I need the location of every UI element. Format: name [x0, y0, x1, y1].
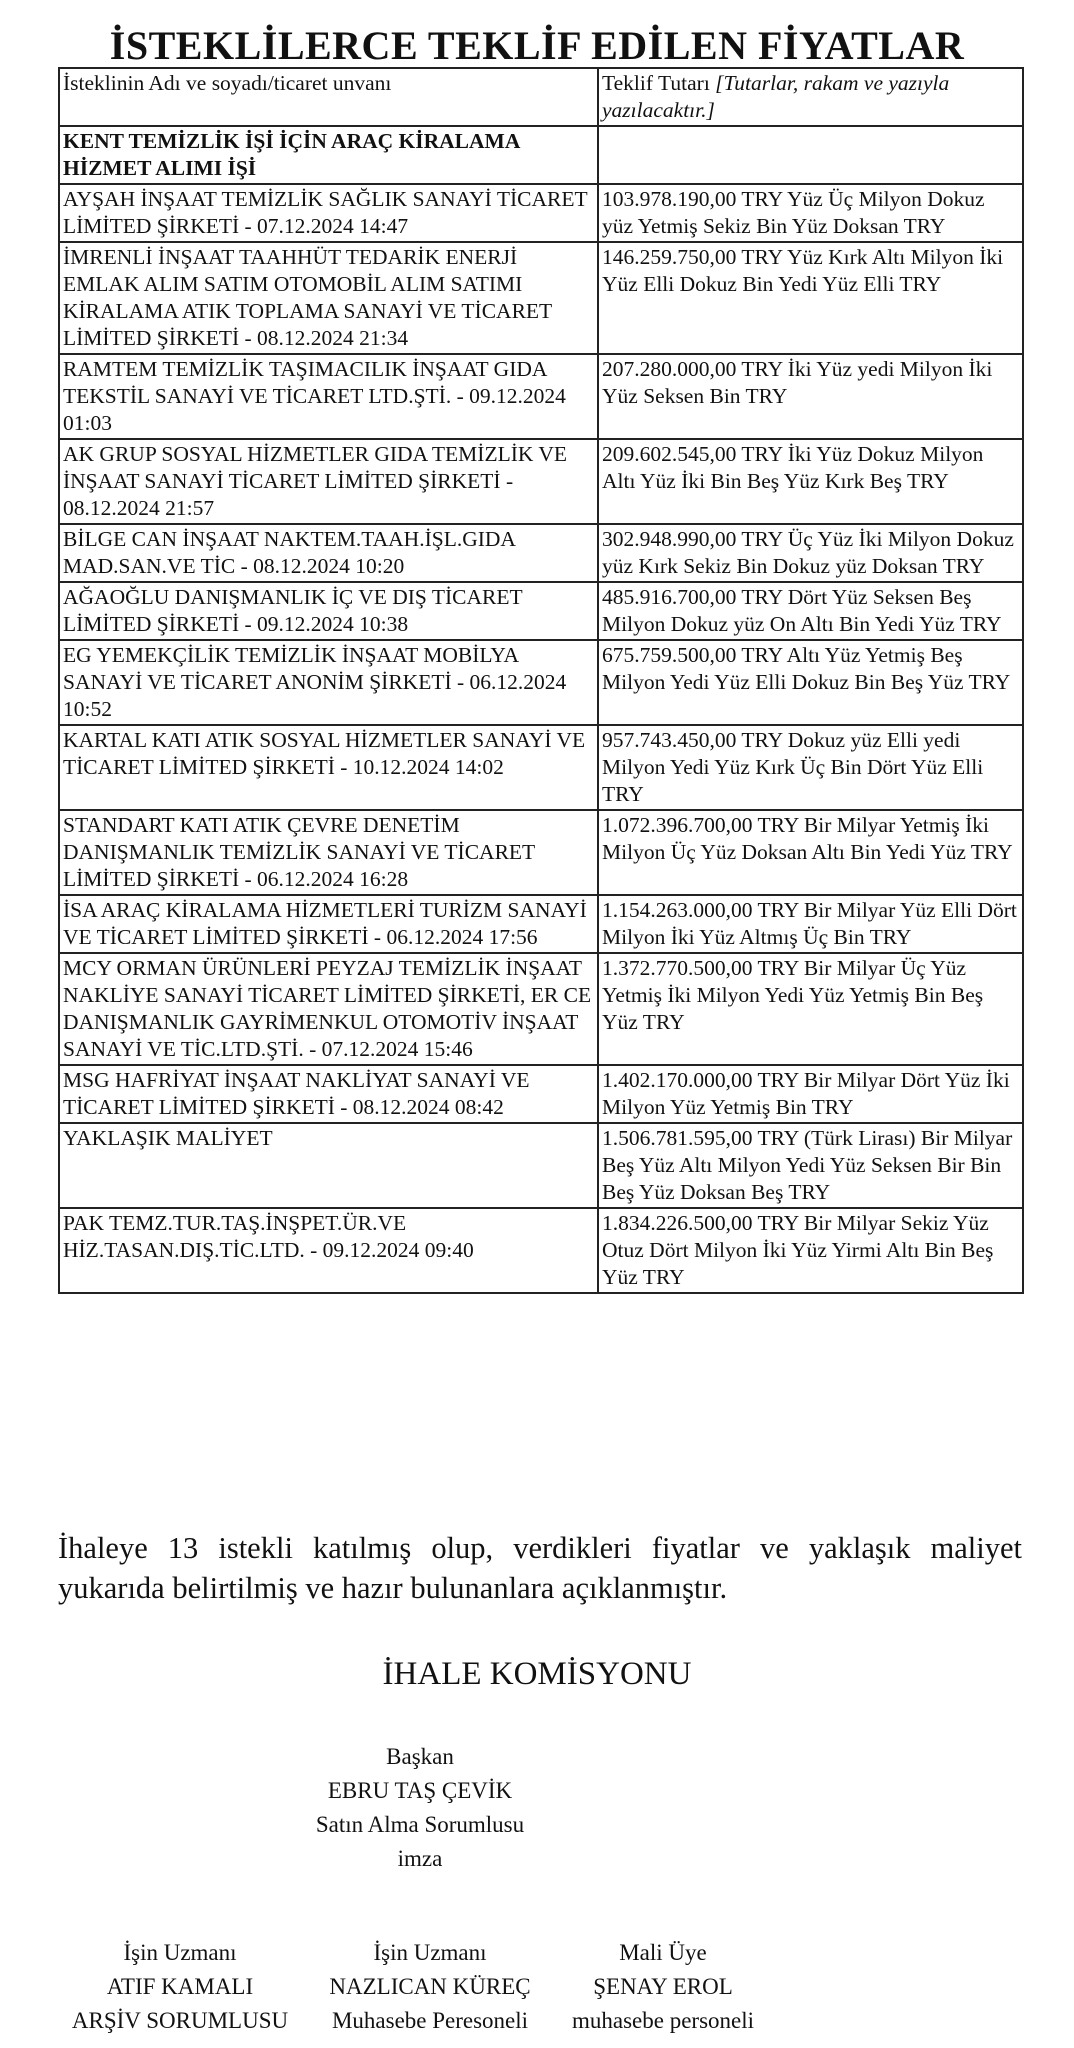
- amount-cell: 207.280.000,00 TRY İki Yüz yedi Milyon İki Yüz Seksen Bin TRY: [598, 354, 1023, 439]
- bidder-cell: MSG HAFRİYAT İNŞAAT NAKLİYAT SANAYİ VE TİCARET LİMİTED ŞİRKETİ - 08.12.2024 08:42: [59, 1065, 598, 1123]
- bidder-cell: KARTAL KATI ATIK SOSYAL HİZMETLER SANAYİ VE TİCARET LİMİTED ŞİRKETİ - 10.12.2024 14:02: [59, 725, 598, 810]
- summary-paragraph: İhaleye 13 istekli katılmış olup, verdikleri fiyatlar ve yaklaşık maliyet yukarıda belirtilmiş ve hazır bulunanlara açıklanmıştır.: [58, 1531, 1022, 1605]
- table-row: [59, 725, 1023, 810]
- table-row: [59, 953, 1023, 1065]
- bidder-cell: BİLGE CAN İNŞAAT NAKTEM.TAAH.İŞL.GIDA MAD.SAN.VE TİC - 08.12.2024 10:20: [59, 524, 598, 582]
- member-position: Muhasebe Peresoneli: [331, 2008, 529, 2033]
- member-name: ŞENAY EROL: [593, 1974, 733, 1999]
- table-row: [59, 640, 1023, 725]
- amount-cell: 1.506.781.595,00 TRY (Türk Lirası) Bir Milyar Beş Yüz Altı Milyon Yedi Yüz Seksen Bir Bin Beş Yüz Doksan Beş TRY: [598, 1123, 1023, 1208]
- member-role: Mali Üye: [619, 1940, 707, 1965]
- chair-block: [280, 1740, 560, 1876]
- member-name: ATIF KAMALI: [106, 1974, 254, 1999]
- table-row: [59, 184, 1023, 242]
- table-row: [59, 1123, 1023, 1208]
- table-row: [59, 354, 1023, 439]
- section-row: [59, 126, 1023, 184]
- header-amount-label: Teklif Tutarı: [602, 71, 716, 95]
- bidder-cell: STANDART KATI ATIK ÇEVRE DENETİM DANIŞMANLIK TEMİZLİK SANAYİ VE TİCARET LİMİTED ŞİRKETİ - 06.12.2024 16:28: [59, 810, 598, 895]
- amount-cell: 1.154.263.000,00 TRY Bir Milyar Yüz Elli Dört Milyon İki Yüz Altmış Üç Bin TRY: [598, 895, 1023, 953]
- committee-title: İHALE KOMİSYONU: [382, 1656, 692, 1692]
- chair-name: EBRU TAŞ ÇEVİK: [327, 1778, 513, 1803]
- header-amount-note: [Tutarlar, rakam ve yazıyla yazılacaktır.]: [602, 71, 950, 122]
- member-block: [300, 1936, 560, 2038]
- bidder-cell: AK GRUP SOSYAL HİZMETLER GIDA TEMİZLİK VE İNŞAAT SANAYİ TİCARET LİMİTED ŞİRKETİ - 08.12.2024 21:57: [59, 439, 598, 524]
- section-label: KENT TEMİZLİK İŞİ İÇİN ARAÇ KİRALAMA HİZMET ALIMI İŞİ: [59, 126, 598, 184]
- member-block: [533, 1936, 793, 2038]
- table-header-row: [59, 68, 1023, 126]
- amount-cell: 146.259.750,00 TRY Yüz Kırk Altı Milyon İki Yüz Elli Dokuz Bin Yedi Yüz Elli TRY: [598, 242, 1023, 354]
- amount-cell: 485.916.700,00 TRY Dört Yüz Seksen Beş Milyon Dokuz yüz On Altı Bin Yedi Yüz TRY: [598, 582, 1023, 640]
- member-position: ARŞİV SORUMLUSU: [71, 2008, 289, 2033]
- bidder-cell: EG YEMEKÇİLİK TEMİZLİK İNŞAAT MOBİLYA SANAYİ VE TİCARET ANONİM ŞİRKETİ - 06.12.2024 10:52: [59, 640, 598, 725]
- member-name: NAZLICAN KÜREÇ: [329, 1974, 531, 1999]
- table-row: [59, 242, 1023, 354]
- chair-position: Satın Alma Sorumlusu: [315, 1812, 525, 1837]
- amount-cell: 1.834.226.500,00 TRY Bir Milyar Sekiz Yüz Otuz Dört Milyon İki Yüz Yirmi Altı Bin Beş Yüz TRY: [598, 1208, 1023, 1293]
- bidder-cell: YAKLAŞIK MALİYET: [59, 1123, 598, 1208]
- bidder-cell: İMRENLİ İNŞAAT TAAHHÜT TEDARİK ENERJİ EMLAK ALIM SATIM OTOMOBİL ALIM SATIMI KİRALAMA ATIK TOPLAMA SANAYİ VE TİCARET LİMİTED ŞİRKETİ - 08.12.2024 21:34: [59, 242, 598, 354]
- member-role: İşin Uzmanı: [373, 1940, 487, 1965]
- table-row: [59, 1208, 1023, 1293]
- table-row: [59, 895, 1023, 953]
- section-empty-cell: [598, 126, 1023, 184]
- header-bidder: İsteklinin Adı ve soyadı/ticaret unvanı: [59, 68, 598, 126]
- member-position: muhasebe personeli: [571, 2008, 755, 2033]
- bids-table: [58, 67, 1024, 1294]
- bidder-cell: PAK TEMZ.TUR.TAŞ.İNŞPET.ÜR.VE HİZ.TASAN.DIŞ.TİC.LTD. - 09.12.2024 09:40: [59, 1208, 598, 1293]
- bidder-cell: MCY ORMAN ÜRÜNLERİ PEYZAJ TEMİZLİK İNŞAAT NAKLİYE SANAYİ TİCARET LİMİTED ŞİRKETİ, ER CE DANIŞMANLIK GAYRİMENKUL OTOMOTİV İNŞAAT SANAYİ VE TİC.LTD.ŞTİ. - 07.12.2024 15:46: [59, 953, 598, 1065]
- chair-signature: imza: [397, 1846, 443, 1871]
- amount-cell: 675.759.500,00 TRY Altı Yüz Yetmiş Beş Milyon Yedi Yüz Elli Dokuz Bin Beş Yüz TRY: [598, 640, 1023, 725]
- table-row: [59, 582, 1023, 640]
- table-row: [59, 1065, 1023, 1123]
- table-row: [59, 439, 1023, 524]
- amount-cell: 209.602.545,00 TRY İki Yüz Dokuz Milyon Altı Yüz İki Bin Beş Yüz Kırk Beş TRY: [598, 439, 1023, 524]
- amount-cell: 957.743.450,00 TRY Dokuz yüz Elli yedi Milyon Yedi Yüz Kırk Üç Bin Dört Yüz Elli TRY: [598, 725, 1023, 810]
- bidder-cell: İSA ARAÇ KİRALAMA HİZMETLERİ TURİZM SANAYİ VE TİCARET LİMİTED ŞİRKETİ - 06.12.2024 17:56: [59, 895, 598, 953]
- amount-cell: 1.072.396.700,00 TRY Bir Milyar Yetmiş İki Milyon Üç Yüz Doksan Altı Bin Yedi Yüz TRY: [598, 810, 1023, 895]
- amount-cell: 1.402.170.000,00 TRY Bir Milyar Dört Yüz İki Milyon Yüz Yetmiş Bin TRY: [598, 1065, 1023, 1123]
- amount-cell: 302.948.990,00 TRY Üç Yüz İki Milyon Dokuz yüz Kırk Sekiz Bin Dokuz yüz Doksan TRY: [598, 524, 1023, 582]
- amount-cell: 103.978.190,00 TRY Yüz Üç Milyon Dokuz yüz Yetmiş Sekiz Bin Yüz Doksan TRY: [598, 184, 1023, 242]
- member-role: İşin Uzmanı: [123, 1940, 237, 1965]
- header-amount: [598, 68, 1023, 126]
- bidder-cell: AYŞAH İNŞAAT TEMİZLİK SAĞLIK SANAYİ TİCARET LİMİTED ŞİRKETİ - 07.12.2024 14:47: [59, 184, 598, 242]
- document-title: İSTEKLİLERCE TEKLİF EDİLEN FİYATLAR: [109, 23, 965, 68]
- chair-role: Başkan: [386, 1744, 454, 1769]
- bidder-cell: RAMTEM TEMİZLİK TAŞIMACILIK İNŞAAT GIDA TEKSTİL SANAYİ VE TİCARET LTD.ŞTİ. - 09.12.2024 01:03: [59, 354, 598, 439]
- bidder-cell: AĞAOĞLU DANIŞMANLIK İÇ VE DIŞ TİCARET LİMİTED ŞİRKETİ - 09.12.2024 10:38: [59, 582, 598, 640]
- amount-cell: 1.372.770.500,00 TRY Bir Milyar Üç Yüz Yetmiş İki Milyon Yedi Yüz Yetmiş Bin Beş Yüz TRY: [598, 953, 1023, 1065]
- table-row: [59, 810, 1023, 895]
- table-row: [59, 524, 1023, 582]
- member-block: [50, 1936, 310, 2038]
